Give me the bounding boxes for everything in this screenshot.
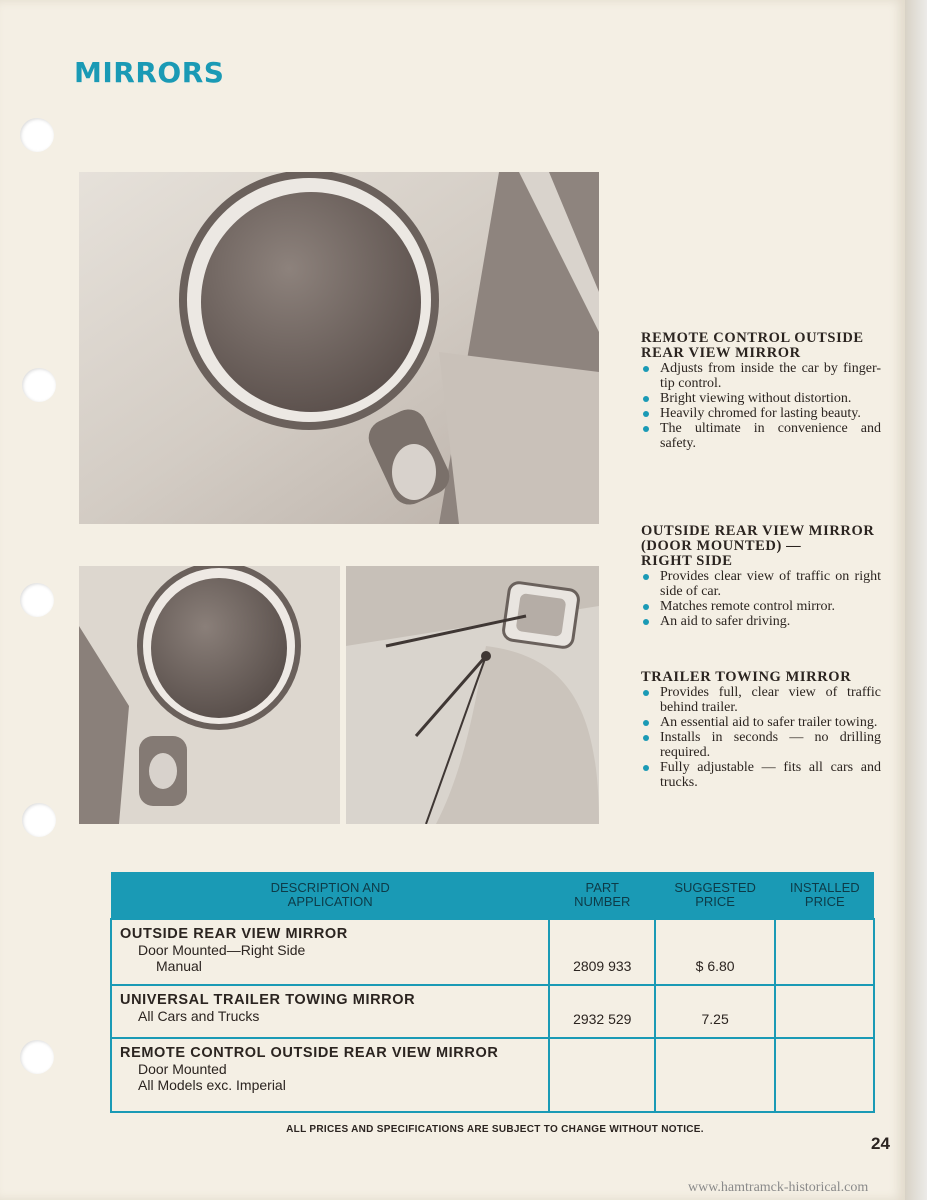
door-mirror-title: OUTSIDE REAR VIEW MIRROR (DOOR MOUNTED) — RIGHT SIDE — [641, 523, 875, 569]
feature-bullet: Heavily chromed for lasting beauty. — [641, 406, 881, 421]
feature-bullet: Provides clear view of traffic on right side of car. — [641, 569, 881, 599]
towing-mirror-title: TRAILER TOWING MIRROR — [641, 669, 852, 685]
binder-hole — [20, 1040, 54, 1074]
table-row — [111, 919, 874, 985]
row-installed-price — [775, 919, 874, 985]
row-detail: Manual — [156, 958, 202, 974]
row-suggested-price — [655, 1038, 775, 1112]
row-part-number — [549, 1038, 655, 1112]
binder-hole — [20, 583, 54, 617]
row-installed-price — [775, 985, 874, 1038]
page-title: MIRRORS — [74, 56, 225, 89]
remote-mirror-section — [641, 331, 881, 451]
table-row — [111, 985, 874, 1038]
feature-bullet: Matches remote control mirror. — [641, 599, 881, 614]
feature-bullet: An essential aid to safer trailer towing. — [641, 715, 881, 730]
remote-mirror-title: REMOTE CONTROL OUTSIDE REAR VIEW MIRROR — [641, 330, 864, 361]
row-suggested-price: 7.25 — [655, 985, 775, 1038]
remote-mirror-features — [641, 361, 881, 451]
row-description — [111, 985, 549, 1038]
row-installed-price — [775, 1038, 874, 1112]
towing-mirror-features — [641, 685, 881, 790]
row-title: REMOTE CONTROL OUTSIDE REAR VIEW MIRROR — [120, 1045, 499, 1061]
towing-mirror-section — [641, 670, 881, 790]
feature-bullet: Provides full, clear view of traffic behind trailer. — [641, 685, 881, 715]
door-mirror-photo — [79, 566, 340, 824]
binder-hole — [22, 368, 56, 402]
price-table-header — [111, 872, 874, 919]
row-detail: All Cars and Trucks — [138, 1008, 260, 1024]
price-table — [110, 872, 875, 1113]
door-mirror-features — [641, 569, 881, 629]
price-disclaimer: ALL PRICES AND SPECIFICATIONS ARE SUBJECT TO CHANGE WITHOUT NOTICE. — [286, 1124, 704, 1135]
binder-hole — [22, 803, 56, 837]
remote-mirror-photo — [79, 172, 599, 524]
row-title: OUTSIDE REAR VIEW MIRROR — [120, 926, 348, 942]
column-header-description: DESCRIPTION AND APPLICATION — [111, 872, 549, 919]
column-header-part-number: PART NUMBER — [549, 872, 655, 919]
row-title: UNIVERSAL TRAILER TOWING MIRROR — [120, 992, 416, 1008]
row-detail: Door Mounted — [138, 1061, 227, 1077]
row-detail: Door Mounted—Right Side — [138, 942, 306, 958]
row-detail: All Models exc. Imperial — [138, 1077, 286, 1093]
row-suggested-price: $ 6.80 — [655, 919, 775, 985]
feature-bullet: Fully adjustable — fits all cars and trucks. — [641, 760, 881, 790]
row-description — [111, 1038, 549, 1112]
column-header-suggested-price: SUGGESTED PRICE — [655, 872, 775, 919]
feature-bullet: Bright viewing without distortion. — [641, 391, 881, 406]
row-part-number: 2809 933 — [549, 919, 655, 985]
feature-bullet: The ultimate in convenience and safety. — [641, 421, 881, 451]
feature-bullet: Installs in seconds — no drilling required. — [641, 730, 881, 760]
door-mirror-section — [641, 524, 881, 629]
table-row — [111, 1038, 874, 1112]
towing-mirror-photo — [346, 566, 599, 824]
column-header-installed-price: INSTALLED PRICE — [775, 872, 874, 919]
row-description — [111, 919, 549, 985]
feature-bullet: An aid to safer driving. — [641, 614, 881, 629]
feature-bullet: Adjusts from inside the car by finger-tip control. — [641, 361, 881, 391]
page-number: 24 — [871, 1134, 890, 1153]
binder-hole — [20, 118, 54, 152]
watermark: www.hamtramck-historical.com — [688, 1180, 869, 1195]
row-part-number: 2932 529 — [549, 985, 655, 1038]
page-edge — [905, 0, 927, 1200]
